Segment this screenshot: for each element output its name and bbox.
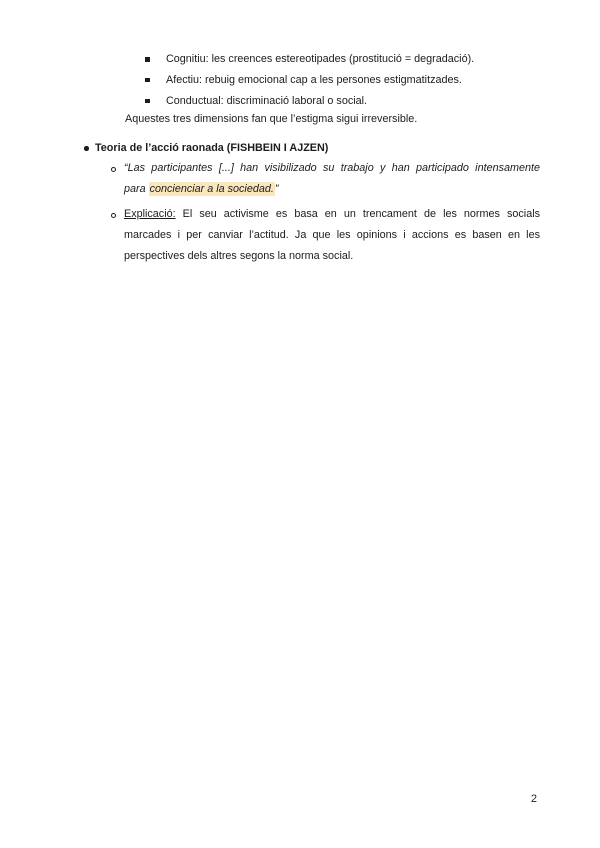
explanation-line-1-rest: El seu activisme es basa en un trencament de les normes socials (175, 208, 540, 220)
square-bullet-icon (145, 57, 150, 62)
explanation-text (124, 204, 540, 266)
quote-close-mark: ” (274, 182, 279, 195)
explanation-line-2: marcades i per canviar l’actitud. Ja que les opinions i accions es basen en les (124, 228, 540, 241)
square-bullet-icon (145, 99, 150, 104)
dimension-bullet-list (145, 49, 474, 111)
explanation-line-3: perspectives dels altres segons la norma social. (124, 249, 354, 262)
highlighted-phrase: concienciar a la sociedad. (149, 182, 274, 195)
disc-bullet-icon (84, 146, 89, 151)
list-item (145, 49, 474, 70)
explanation-label: Explicació: (124, 208, 176, 220)
circle-bullet-icon (111, 167, 116, 172)
explanation-line-1 (124, 204, 540, 225)
page-number: 2 (531, 793, 538, 805)
theory-heading-item (84, 138, 328, 159)
quote-item (110, 158, 540, 200)
list-item-text: Afectiu: rebuig emocional cap a les persones estigmatitzades. (166, 73, 462, 86)
square-bullet-icon (145, 78, 150, 83)
list-item (145, 70, 474, 91)
section-heading: Teoria de l’acció raonada (FISHBEIN I AJZEN) (95, 142, 329, 154)
list-item-text: Cognitiu: les creences estereotipades (prostitució = degradació). (166, 53, 475, 65)
quote-line-2 (124, 179, 540, 200)
circle-bullet-icon (111, 213, 116, 218)
list-item-text: Conductual: discriminació laboral o social. (166, 94, 368, 107)
quote-text (124, 158, 540, 200)
quote-line-2-pre: para (124, 182, 149, 195)
closing-sentence: Aquestes tres dimensions fan que l’estigma sigui irreversible. (125, 113, 418, 125)
quote-line-1: “Las participantes [...] han visibilizado su trabajo y han participado intensamente (124, 162, 540, 174)
explanation-item (110, 204, 540, 266)
